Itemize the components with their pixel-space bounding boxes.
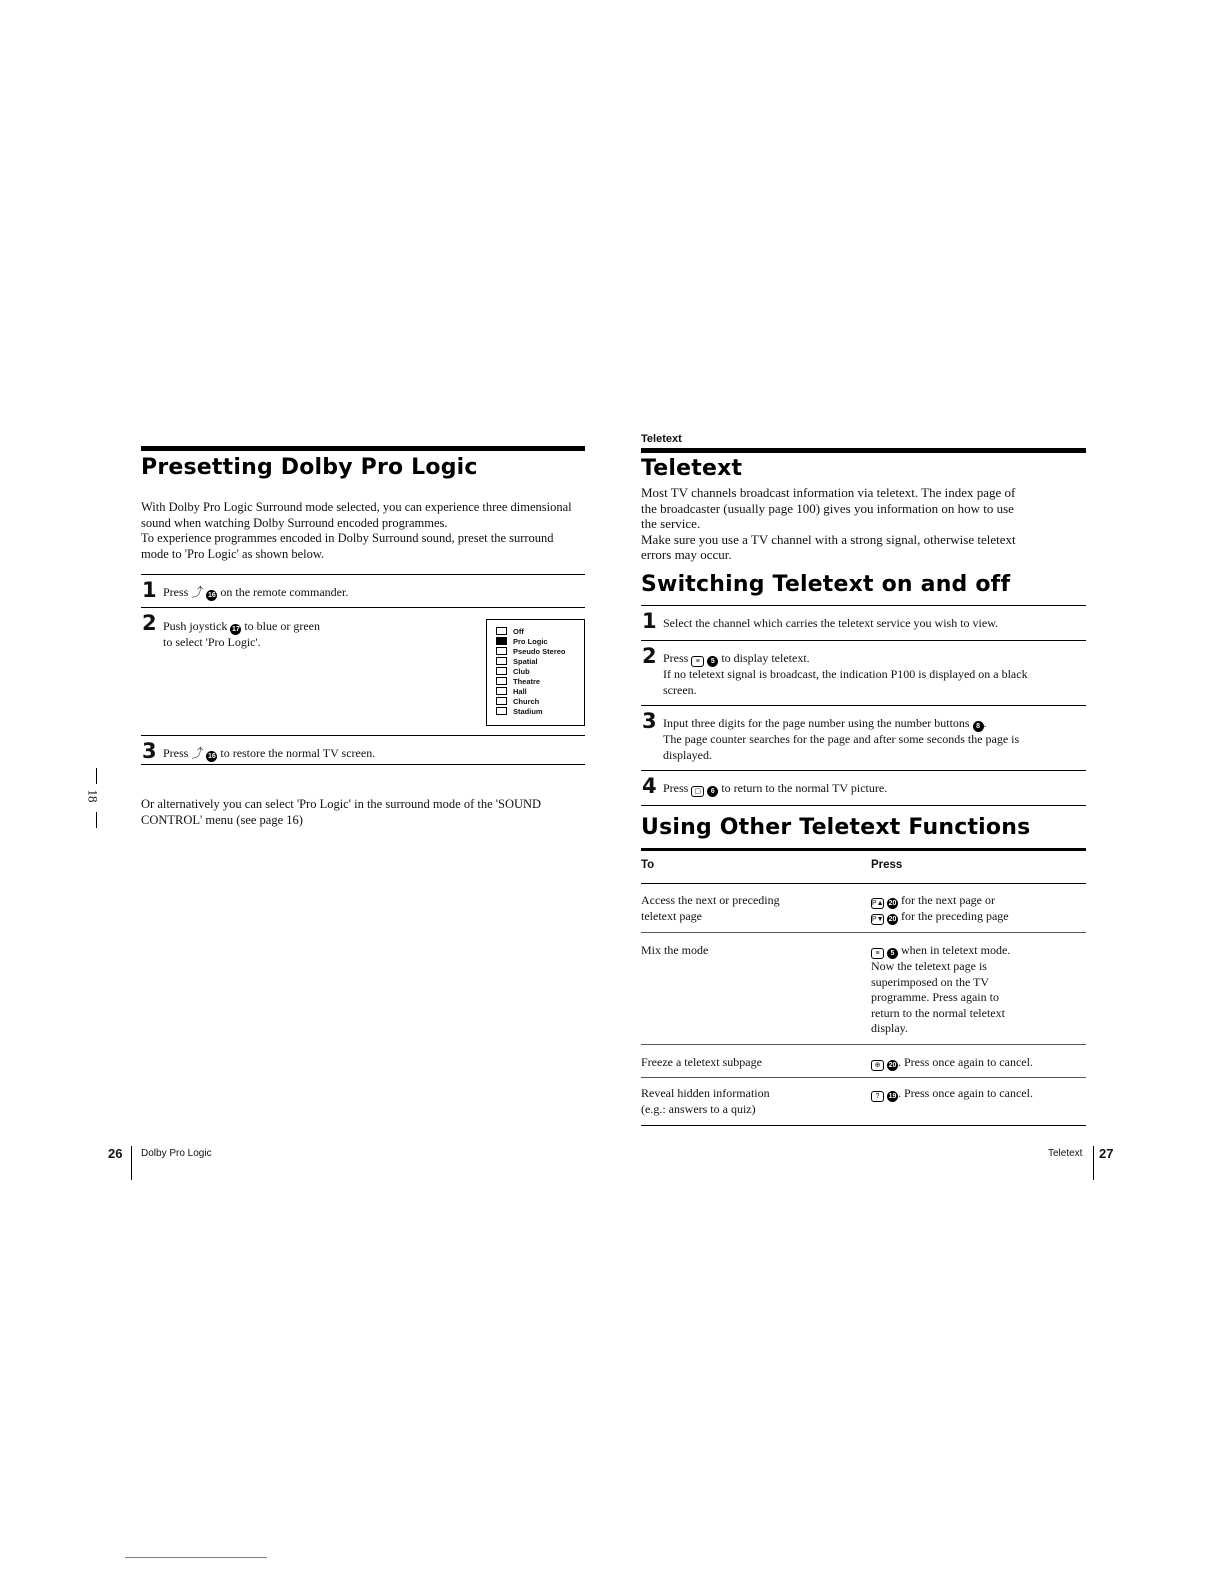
step-number: 3 [642,709,657,733]
press-text: programme. Press again to [871,990,999,1004]
table-cell-to: teletext page [641,908,702,923]
table-cell-press [871,893,1086,925]
running-header: Teletext [641,433,682,445]
step-text-post: to return to the normal TV picture. [721,781,888,795]
checkbox-icon [496,707,507,715]
press-text: display. [871,1021,908,1035]
step-text-pre: Press [163,746,189,760]
right-intro-line: Make sure you use a TV channel with a strong signal, otherwise teletext [641,531,1016,547]
press-text: when in teletext mode. [901,943,1011,957]
table-header-press: Press [871,859,903,871]
table-row-rule [641,1044,1086,1045]
step-number: 3 [142,739,157,763]
left-intro [141,500,601,562]
button-ref-icon: 20 [888,916,897,923]
table-cell-press [871,1055,1086,1071]
page-up-key-icon: P▲ [872,900,884,907]
menu-option: Off [496,627,524,636]
page-down-key-icon: P▼ [872,916,884,923]
menu-option: Spatial [496,657,538,666]
step-divider [141,735,585,736]
step-divider [141,764,585,765]
right-title-rule [641,448,1086,453]
step-text [663,781,887,797]
step-text-line2: to select 'Pro Logic'. [163,635,261,649]
surround-key-icon: ⤴ [191,746,204,760]
surround-mode-menu [486,619,585,726]
checkbox-icon [496,657,507,665]
step-number: 1 [642,609,657,633]
switching-title: Switching Teletext on and off [641,572,1011,597]
step-text-pre: Press [663,651,689,665]
press-text: . Press once again to cancel. [898,1086,1033,1100]
button-ref-icon: 6 [707,786,718,797]
reveal-key-icon: ? [871,1091,884,1102]
button-ref-icon: 5 [887,948,898,959]
right-intro-line: errors may occur. [641,547,732,562]
table-cell-press [871,1086,1086,1102]
right-page-number: 27 [1099,1146,1114,1161]
alternative-line: Or alternatively you can select 'Pro Logic' in the surround mode of the 'SOUND [141,797,542,811]
tv-key-icon: ▢ [691,786,704,797]
step-number: 2 [142,611,157,635]
step-text-pre: Press [663,781,689,795]
button-ref-icon: 20 [888,1062,897,1069]
left-page-number: 26 [108,1146,123,1161]
checkbox-icon [496,647,507,655]
bottom-link-line [125,1557,267,1558]
button-ref-icon: 5 [707,656,718,667]
left-intro-line: mode to 'Pro Logic' as shown below. [141,546,325,561]
footer-divider [1093,1146,1094,1180]
step-divider [141,607,585,608]
step-text-post: . [983,716,987,730]
step-divider [641,605,1086,606]
step-text [663,716,1019,763]
step-text-post: to blue or green [244,619,320,633]
step-text-line: screen. [663,682,697,697]
menu-option: Theatre [496,677,540,686]
right-intro-line: the broadcaster (usually page 100) gives you information on how to use [641,500,1014,516]
table-row-rule [641,1077,1086,1078]
step-divider [641,770,1086,771]
press-text: for the next page or [901,893,995,907]
table-header-rule [641,883,1086,884]
button-ref-icon: 16 [207,592,216,599]
step-text-pre: Input three digits for the page number using the number buttons [663,716,970,730]
step-text-line: If no teletext signal is broadcast, the indication P100 is displayed on a black [663,667,1028,681]
functions-title: Using Other Teletext Functions [641,815,1031,840]
surround-key-icon: ⤴ [191,585,204,599]
hold-key-icon: ⊕ [871,1060,884,1071]
step-text: Select the channel which carries the teletext service you wish to view. [663,616,999,630]
right-footer-section: Teletext [1048,1148,1083,1159]
checkbox-icon [496,687,507,695]
step-number: 2 [642,644,657,668]
checkbox-filled-icon [496,637,507,645]
step-text [163,619,320,651]
press-text: superimposed on the TV [871,974,990,989]
number-buttons-ref-icon: 8 [973,721,984,732]
table-row [641,1055,861,1071]
press-text: for the preceding page [901,909,1009,923]
right-page-title: Teletext [641,456,743,481]
left-intro-line: With Dolby Pro Logic Surround mode selected, you can experience three dimensional [141,500,572,514]
side-tick [96,768,97,784]
teletext-key-icon: ≡ [691,656,704,667]
menu-option: Club [496,667,530,676]
teletext-key-icon: ≡ [871,948,884,959]
table-cell-press [871,943,1086,1037]
step-text-post: on the remote commander. [220,585,349,599]
step-text-pre: Push joystick [163,619,228,633]
step-text [163,585,348,601]
table-row-rule [641,932,1086,933]
step-divider [141,574,585,575]
left-intro-line: sound when watching Dolby Surround encoded programmes. [141,515,448,530]
right-intro [641,485,1091,563]
table-cell-to: Mix the mode [641,943,709,957]
button-ref-icon: 19 [888,1093,897,1100]
side-page-number: 18 [85,789,101,803]
checkbox-icon [496,677,507,685]
step-text-pre: Press [163,585,189,599]
step-text-post: to display teletext. [721,651,810,665]
press-text: . Press once again to cancel. [898,1055,1033,1069]
table-cell-to: Reveal hidden information [641,1086,770,1100]
step-text [163,746,375,762]
right-intro-line: Most TV channels broadcast information via teletext. The index page of [641,485,1016,500]
press-text: return to the normal teletext [871,1005,1005,1020]
menu-option: Pseudo Stereo [496,647,566,656]
step-text-line: displayed. [663,747,712,762]
table-row [641,893,861,924]
side-tick [96,812,97,828]
step-text-line: The page counter searches for the page and after some seconds the page is [663,732,1020,746]
footer-divider [131,1146,132,1180]
right-intro-line: the service. [641,516,701,531]
step-divider [641,705,1086,706]
step-number: 4 [642,774,657,798]
table-cell-to: Access the next or preceding [641,893,780,907]
table-cell-to: (e.g.: answers to a quiz) [641,1101,756,1116]
button-ref-icon: 20 [888,900,897,907]
left-page-title: Presetting Dolby Pro Logic [141,455,478,480]
left-footer-section: Dolby Pro Logic [141,1148,212,1159]
step-divider [641,805,1086,806]
step-number: 1 [142,578,157,602]
menu-option: Church [496,697,539,706]
side-page-marker [85,768,104,828]
menu-option: Stadium [496,707,543,716]
table-bottom-rule [641,1125,1086,1126]
button-ref-icon: 16 [207,753,216,760]
table-row [641,1086,861,1117]
step-divider [641,640,1086,641]
table-header-to: To [641,859,655,871]
menu-option-selected: Pro Logic [496,637,548,646]
table-cell-to: Freeze a teletext subpage [641,1055,762,1069]
press-text: Now the teletext page is [871,959,987,973]
checkbox-icon [496,697,507,705]
step-text [663,651,1028,698]
checkbox-icon [496,627,507,635]
alternative-line: CONTROL' menu (see page 16) [141,812,303,827]
alternative-note [141,797,601,828]
step-text-post: to restore the normal TV screen. [220,746,376,760]
checkbox-icon [496,667,507,675]
left-title-rule [141,446,585,451]
menu-option: Hall [496,687,527,696]
table-top-rule [641,848,1086,851]
joystick-ref-icon: 17 [231,626,240,633]
left-intro-line: To experience programmes encoded in Dolby Surround sound, preset the surround [141,531,554,545]
table-row [641,943,861,959]
